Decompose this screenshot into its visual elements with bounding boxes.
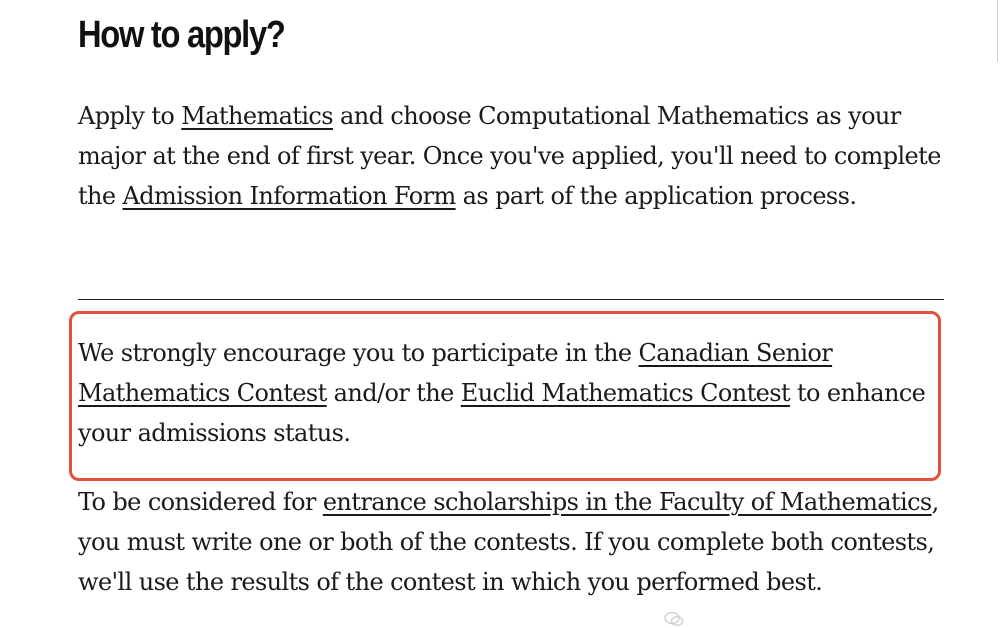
contest-text-1: We strongly encourage you to participate in the: [78, 339, 639, 367]
entrance-scholarships-link[interactable]: entrance scholarships in the Faculty of Mathematics: [322, 488, 932, 516]
canadian-senior-mathematics-contest-link[interactable]: Canadian Senior Mathematics Contest: [78, 339, 833, 407]
apply-text-1: Apply to: [78, 102, 182, 130]
wechat-icon: [664, 611, 684, 627]
euclid-mathematics-contest-link[interactable]: Euclid Mathematics Contest: [460, 379, 790, 407]
scholarship-text-2: , you must write one or both of the contests. If you complete both contests, we'll use the results of the contest in which you performed best.: [78, 488, 939, 596]
apply-text-2: and choose Computational Mathematics as your major at the end of first year. Once you've applied, you'll need to complete the: [78, 102, 941, 210]
apply-paragraph: [78, 96, 958, 216]
scroll-edge-rule: [997, 0, 998, 62]
scholarship-text-1: To be considered for: [78, 488, 323, 516]
contest-text-2: and/or the: [326, 379, 461, 407]
section-heading: How to apply?: [78, 14, 285, 56]
contest-text-3: to enhance your admissions status.: [78, 379, 926, 447]
section-divider: [78, 299, 944, 300]
contest-paragraph: [78, 333, 958, 453]
watermark: [664, 611, 684, 627]
mathematics-link[interactable]: Mathematics: [181, 102, 333, 130]
admission-information-form-link[interactable]: Admission Information Form: [122, 182, 456, 210]
scholarship-paragraph: [78, 482, 958, 602]
apply-text-3: as part of the application process.: [455, 182, 857, 210]
